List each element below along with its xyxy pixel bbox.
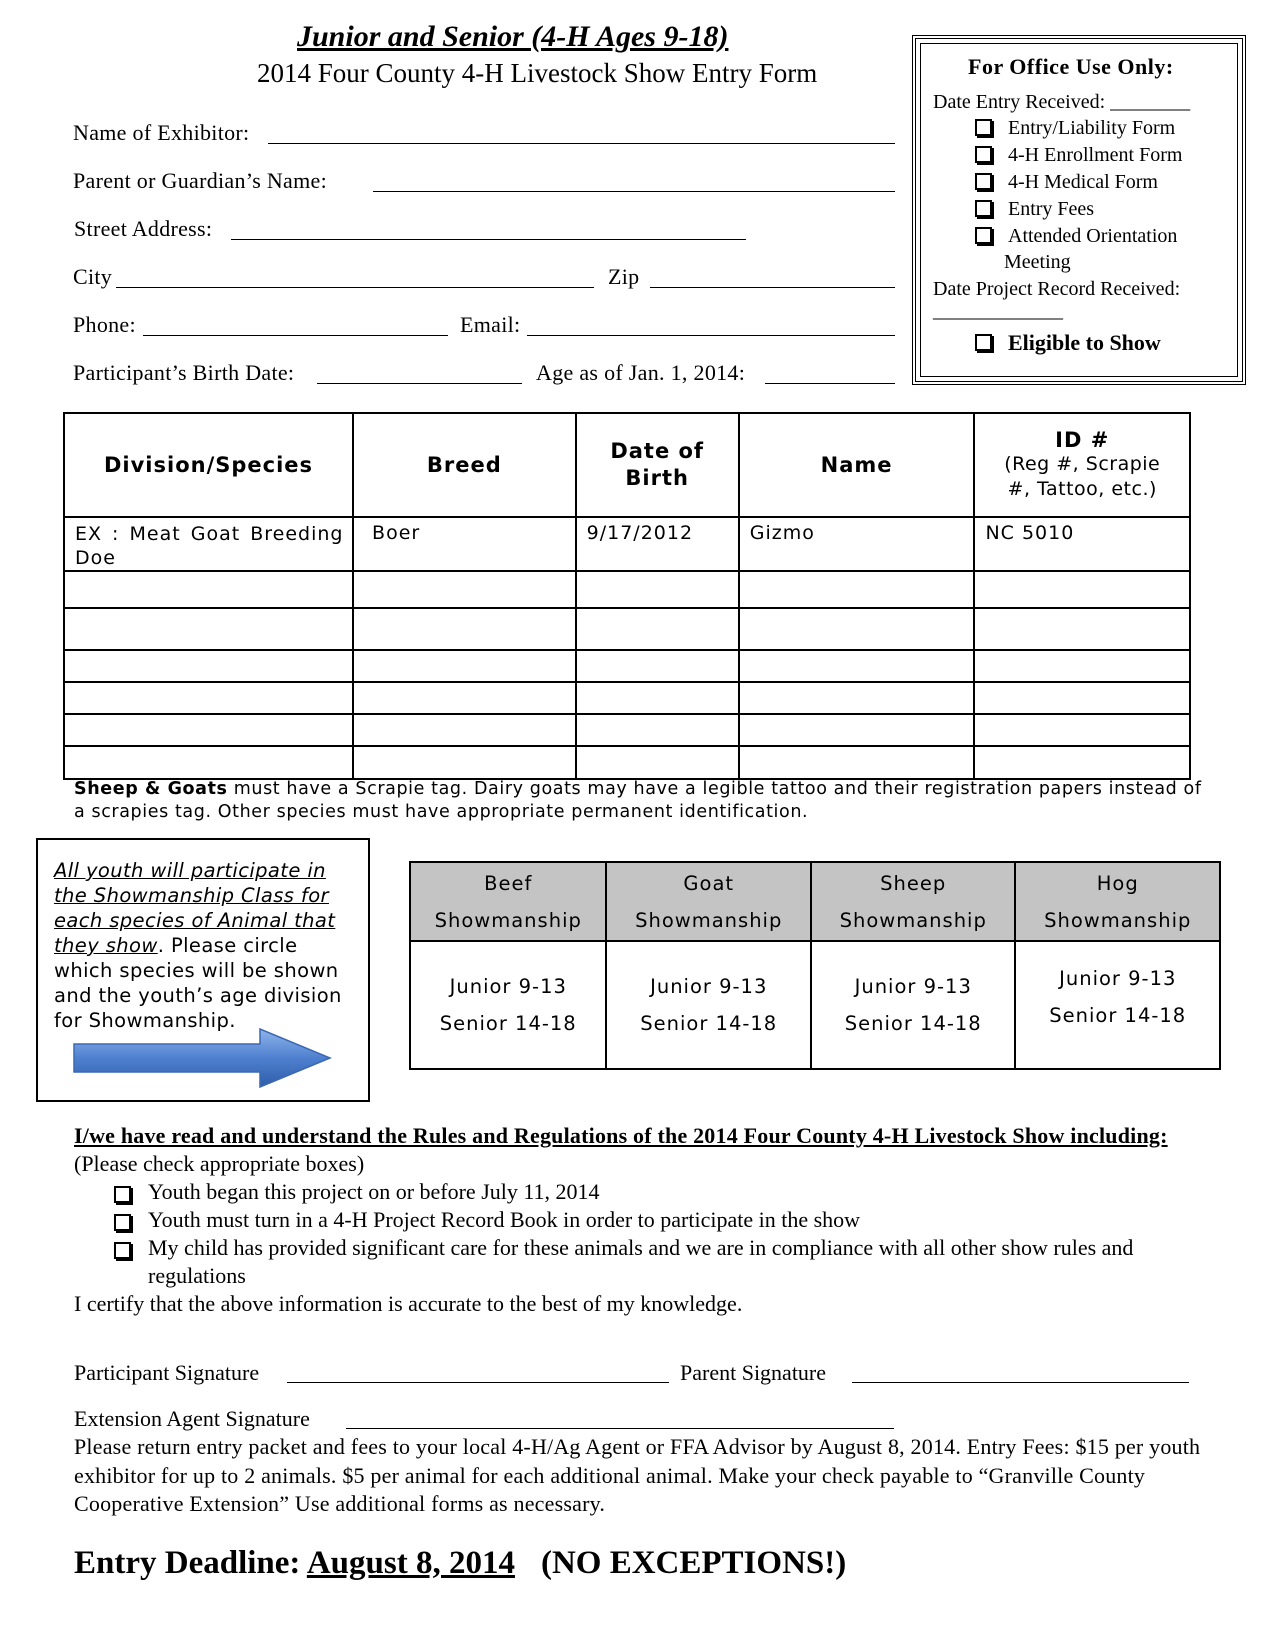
birth-date-label: Participant’s Birth Date: (73, 360, 295, 385)
office-item: 4-H Enrollment Form (975, 144, 1182, 167)
form-subtitle: 2014 Four County 4-H Livestock Show Entry Form (257, 58, 818, 88)
species-hog: Hog Showmanship (1015, 862, 1220, 941)
header-breed: Breed (353, 413, 576, 517)
office-item: Entry Fees (975, 198, 1094, 221)
checkbox-icon[interactable] (975, 227, 992, 244)
checkbox-icon[interactable] (975, 119, 992, 136)
office-item-continued: Meeting (1004, 251, 1071, 273)
checkbox-icon[interactable] (114, 1242, 131, 1259)
checkbox-icon[interactable] (114, 1214, 131, 1231)
entry-deadline: Entry Deadline: August 8, 2014 (NO EXCEPTIONS!) (74, 1545, 847, 1581)
city-input[interactable] (116, 287, 594, 288)
age-input[interactable] (765, 383, 895, 384)
example-name: Gizmo (739, 517, 975, 571)
species-sheep: Sheep Showmanship (811, 862, 1016, 941)
example-id: NC 5010 (974, 517, 1190, 571)
table-row (64, 608, 1190, 650)
phone-input[interactable] (143, 335, 448, 336)
rules-heading: I/we have read and understand the Rules and Regulations of the 2014 Four County 4-H Livestock Show including: (Please check appropriate boxes) (74, 1123, 1168, 1176)
division-goat[interactable]: Junior 9-13 Senior 14-18 (606, 941, 811, 1069)
office-use-box (912, 35, 1246, 385)
exhibitor-input[interactable] (268, 143, 895, 144)
participant-signature-label: Participant Signature (74, 1360, 260, 1385)
certify-statement: I certify that the above information is accurate to the best of my knowledge. (74, 1291, 743, 1316)
parent-signature-line[interactable] (852, 1382, 1189, 1383)
header-dob: Date of Birth (576, 413, 739, 517)
agent-signature-label: Extension Agent Signature (74, 1406, 310, 1431)
table-header-row (64, 413, 1190, 517)
example-breed: Boer (353, 517, 576, 571)
office-item: Attended Orientation (975, 225, 1177, 248)
header-id-sub: (Reg #, Scrapie #, Tattoo, etc.) (1004, 453, 1161, 500)
table-row (64, 746, 1190, 779)
checkbox-icon[interactable] (975, 146, 992, 163)
date-entry-received: Date Entry Received: ________ (933, 91, 1191, 113)
checkbox-icon[interactable] (114, 1186, 131, 1203)
phone-label: Phone: (73, 312, 136, 337)
date-project-received: Date Project Record Received: (933, 278, 1181, 300)
checkbox-icon[interactable] (975, 200, 992, 217)
age-label: Age as of Jan. 1, 2014: (536, 360, 746, 385)
street-label: Street Address: (74, 216, 213, 241)
table-row (64, 650, 1190, 682)
identification-note: Sheep & Goats must have a Scrapie tag. Dairy goats may have a legible tattoo and their registration papers instead of a scrapies tag. Other species must have appropriate permanent identification. (74, 779, 1202, 822)
showmanship-header-row (410, 862, 1220, 941)
form-title: Junior and Senior (4-H Ages 9-18) (297, 20, 729, 53)
office-item: Entry/Liability Form (975, 117, 1175, 140)
division-beef[interactable]: Junior 9-13 Senior 14-18 (410, 941, 606, 1069)
showmanship-instruction-box (36, 838, 370, 1102)
table-row (64, 517, 1190, 571)
species-beef: Beef Showmanship (410, 862, 606, 941)
checkbox-icon[interactable] (975, 334, 992, 351)
table-row (64, 571, 1190, 608)
email-label: Email: (460, 312, 521, 337)
eligible-item: Eligible to Show (975, 330, 1161, 356)
header-id: ID # (Reg #, Scrapie #, Tattoo, etc.) (974, 413, 1190, 517)
header-name: Name (739, 413, 975, 517)
email-input[interactable] (527, 335, 895, 336)
guardian-input[interactable] (373, 191, 895, 192)
division-hog[interactable]: Junior 9-13 Senior 14-18 (1015, 941, 1220, 1069)
office-item: 4-H Medical Form (975, 171, 1158, 194)
city-label: City (73, 264, 113, 289)
example-division: EX : Meat Goat Breeding Doe (64, 517, 353, 571)
parent-signature-label: Parent Signature (680, 1360, 827, 1385)
rule-item: Youth began this project on or before July 11, 2014 (74, 1178, 1204, 1206)
table-row (64, 714, 1190, 746)
showmanship-instruction: All youth will participate in the Showmanship Class for each species of Animal that they show. Please circle which species will be shown and the youth’s age division for Showmanship. (54, 859, 342, 1032)
date-project-blank[interactable]: _____________ (933, 300, 1063, 322)
guardian-label: Parent or Guardian’s Name: (73, 168, 327, 193)
division-sheep[interactable]: Junior 9-13 Senior 14-18 (811, 941, 1016, 1069)
agent-signature-line[interactable] (346, 1428, 894, 1429)
table-row (64, 682, 1190, 714)
rule-item: My child has provided significant care for these animals and we are in compliance with all other show rules and regulations (74, 1234, 1204, 1290)
header-division: Division/Species (64, 413, 353, 517)
zip-input[interactable] (650, 287, 895, 288)
return-instructions: Please return entry packet and fees to your local 4-H/Ag Agent or FFA Advisor by August 8, 2014. Entry Fees: $15 per youth exhibitor for up to 2 animals. $5 per animal for each additional animal. Make your check payable to “Granville County Cooperative Extension” Use additional forms as necessary. (74, 1434, 1201, 1516)
birth-date-input[interactable] (317, 383, 522, 384)
entries-table (63, 412, 1191, 780)
zip-label: Zip (608, 264, 640, 289)
species-goat: Goat Showmanship (606, 862, 811, 941)
right-arrow-icon (72, 1026, 334, 1090)
participant-signature-line[interactable] (287, 1382, 669, 1383)
street-input[interactable] (231, 239, 746, 240)
rule-item: Youth must turn in a 4-H Project Record Book in order to participate in the show (74, 1206, 1204, 1234)
checkbox-icon[interactable] (975, 173, 992, 190)
rules-section (74, 1122, 1204, 1318)
showmanship-table (409, 861, 1221, 1070)
example-dob: 9/17/2012 (576, 517, 739, 571)
exhibitor-label: Name of Exhibitor: (73, 120, 250, 145)
showmanship-division-row (410, 941, 1220, 1069)
office-title: For Office Use Only: (968, 54, 1174, 79)
